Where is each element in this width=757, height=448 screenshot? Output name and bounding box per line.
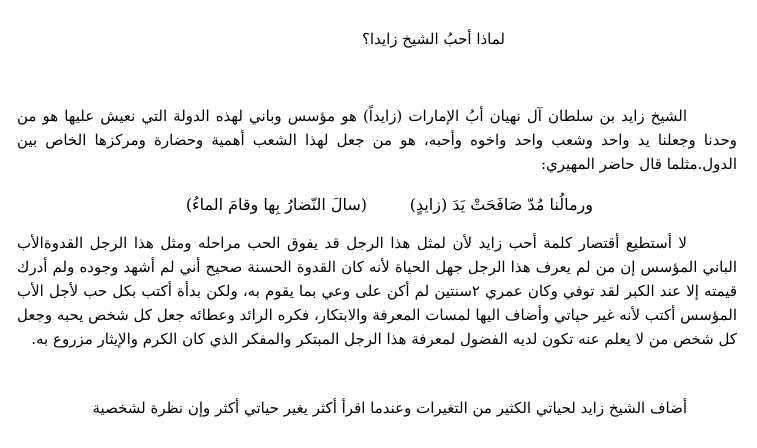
paragraph-closing	[17, 396, 737, 420]
paragraph-intro	[17, 104, 737, 176]
verse-second-hemistich: (سالَ النّضارُ بِها وقامَ الماءُ)	[185, 195, 367, 214]
paragraph-intro-text: الشيخ زايد بن سلطان آل نهيان أبُ الإمارات (زايداً) هو مؤسس وباني لهذه الدولة التي نعيش عليها هو من وحدنا وجعلنا يد واحد وشعب واحد واخوه وأحبه، هو من جعل لهذا الشعب أهمية وحضارة ومركزها الخاص بين الدول.مثلما قال حاضر المهيري:	[17, 107, 737, 173]
paragraph-body	[17, 231, 737, 351]
paragraph-closing-text: أضاف الشيخ زايد لحياتي الكثير من التغيرات وعندما اقرأ أكثر يغير حياتي أكثر وإن نظرة لشخصية	[92, 399, 687, 417]
paragraph-body-text: لا أستطيع أقتصار كلمة أحب زايد لأن لمثل هذا الرجل قد يفوق الحب مراحله ومثل هذا الرجل القدوةالأب الباني المؤسس إن من لم يعرف هذا الرجل جهل الحياة لأنه كان القدوة الحسنة صحيح أني لم أشهد وجوده ولم أدرك قيمته إلا عند الكبر لقد توفي وكان عمري ٢سنتين لم أكن على وعي بما يقوم به، ولكن بدأة أكتب بكل حب لأجل الأب المؤسس أكتب لأنه غير حياتي وأضاف اليها لمسات المعرفة والابتكار، فكره الرائد وعطائه جعل كل شخص يحبه وجعل كل شخص من لا يعلم عنه تكون لديه الفضول لمعرفة هذا الرجل المبتكر والمفكر الذي كان الكرم والإيثار مزروع به.	[17, 234, 737, 348]
document-title: لماذا أحبُ الشيخ زايدا؟	[361, 30, 505, 48]
verse-first-hemistich: ورمالُنا مُدّ صَافَحَتْ يَدَ (زايدٍ)	[409, 195, 593, 214]
poetry-verse	[0, 193, 757, 217]
